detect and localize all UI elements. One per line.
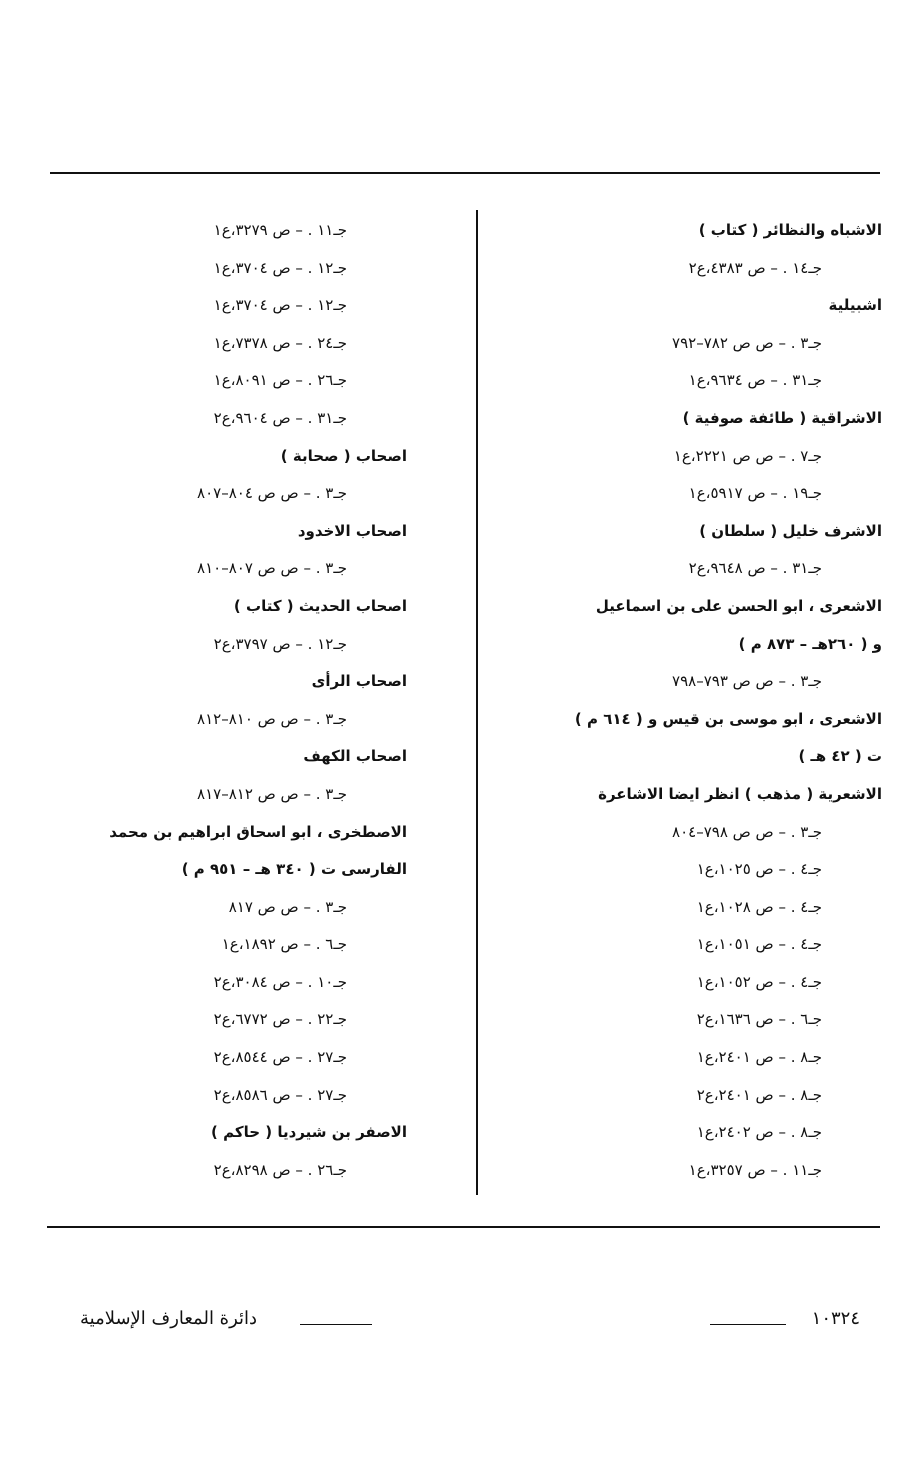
index-reference: جـ٦ . – ص ١٨٩٢،ع١ xyxy=(221,935,347,954)
index-heading: اصحاب الكهف xyxy=(303,747,407,766)
index-heading: الاشعرى ، ابو الحسن على بن اسماعيل xyxy=(595,596,882,615)
index-reference: جـ٣ . – ص ص ٨١٢–٨١٧ xyxy=(197,784,347,803)
index-heading: الاشراقية ( طائفة صوفية ) xyxy=(682,408,882,427)
index-reference: جـ٣١ . – ص ٩٦٠٤،ع٢ xyxy=(213,408,347,427)
index-reference: جـ١٢ . – ص ٣٧٠٤،ع١ xyxy=(213,258,347,277)
index-reference: جـ٢٢ . – ص ٦٧٧٢،ع٢ xyxy=(213,1010,347,1029)
left-column xyxy=(50,212,407,1189)
index-heading: الاشعرى ، ابو موسى بن قيس و ( ٦١٤ م ) xyxy=(574,709,882,728)
index-heading: ت ( ٤٢ هـ ) xyxy=(798,747,882,766)
index-reference: جـ١٩ . – ص ٥٩١٧،ع١ xyxy=(688,484,822,503)
bottom-rule xyxy=(47,1226,880,1228)
page-footer xyxy=(80,1308,860,1342)
index-reference: جـ٣ . – ص ص ٨٠٧–٨١٠ xyxy=(197,559,347,578)
column-divider xyxy=(476,210,478,1195)
top-rule xyxy=(50,172,880,174)
index-reference: جـ٤ . – ص ١٠٢٨،ع١ xyxy=(696,897,822,916)
index-reference: جـ٢٤ . – ص ٧٣٧٨،ع١ xyxy=(213,333,347,352)
index-reference: جـ١٤ . – ص ٤٣٨٣،ع٢ xyxy=(688,258,822,277)
index-heading: اصحاب الرأى xyxy=(311,672,407,691)
index-reference: جـ١١ . – ص ٣٢٧٩،ع١ xyxy=(213,221,347,239)
index-heading: الاشباه والنظائر ( كتاب ) xyxy=(698,221,882,239)
index-heading: اصحاب الاخدود xyxy=(297,521,407,540)
index-reference: جـ٤ . – ص ١٠٥١،ع١ xyxy=(696,935,822,954)
index-heading: الاشعرية ( مذهب ) انظر ايضا الاشاعرة xyxy=(598,784,882,803)
index-reference: جـ٤ . – ص ١٠٥٢،ع١ xyxy=(696,972,822,991)
index-heading: الاشرف خليل ( سلطان ) xyxy=(699,521,882,540)
index-heading: الاصفر بن شيرديا ( حاكم ) xyxy=(211,1123,407,1142)
footer-dash-left xyxy=(300,1324,372,1325)
footer-dash-right xyxy=(710,1324,786,1325)
index-reference: جـ٢٦ . – ص ٨٠٩١،ع١ xyxy=(213,371,347,390)
index-heading: و ( ٢٦٠هـ – ٨٧٣ م ) xyxy=(738,634,882,653)
index-heading: اصحاب الحديث ( كتاب ) xyxy=(233,596,407,615)
index-reference: جـ٢٧ . – ص ٨٥٤٤،ع٢ xyxy=(213,1048,347,1067)
index-reference: جـ٦ . – ص ١٦٣٦،ع٢ xyxy=(696,1010,822,1029)
index-reference: جـ٨ . – ص ٢٤٠٢،ع١ xyxy=(696,1123,822,1142)
index-reference: جـ٣ . – ص ص ٧٩٨–٨٠٤ xyxy=(672,822,822,841)
index-reference: جـ١٠ . – ص ٣٠٨٤،ع٢ xyxy=(213,972,347,991)
index-reference: جـ٨ . – ص ٢٤٠١،ع١ xyxy=(696,1048,822,1067)
index-heading: اشبيلية xyxy=(828,296,882,315)
publication-title: دائرة المعارف الإسلامية xyxy=(80,1308,258,1329)
index-reference: جـ٣١ . – ص ٩٦٣٤،ع١ xyxy=(688,371,822,390)
index-reference: جـ٣ . – ص ص ٨١٠–٨١٢ xyxy=(197,709,347,728)
right-column xyxy=(520,212,882,1189)
page-number: ١٠٣٢٤ xyxy=(811,1308,860,1329)
index-heading: اصحاب ( صحابة ) xyxy=(280,446,407,465)
index-reference: جـ٣ . – ص ص ٧٨٢–٧٩٢ xyxy=(672,333,822,352)
index-reference: جـ١١ . – ص ٣٢٥٧،ع١ xyxy=(688,1160,822,1179)
index-reference: جـ٧ . – ص ص ٢٢٢١،ع١ xyxy=(673,446,822,465)
index-reference: جـ٣ . – ص ص ٧٩٣–٧٩٨ xyxy=(672,672,822,691)
index-reference: جـ٣ . – ص ص ٨١٧ xyxy=(228,897,347,916)
index-heading: الفارسى ت ( ٣٤٠ هـ – ٩٥١ م ) xyxy=(181,860,407,879)
index-reference: جـ٣ . – ص ص ٨٠٤–٨٠٧ xyxy=(197,484,347,503)
index-reference: جـ١٢ . – ص ٣٧٩٧،ع٢ xyxy=(213,634,347,653)
index-reference: جـ٣١ . – ص ٩٦٤٨،ع٢ xyxy=(688,559,822,578)
index-reference: جـ٢٦ . – ص ٨٢٩٨،ع٢ xyxy=(213,1160,347,1179)
index-reference: جـ٢٧ . – ص ٨٥٨٦،ع٢ xyxy=(213,1085,347,1104)
index-heading: الاصطخرى ، ابو اسحاق ابراهيم بن محمد xyxy=(109,822,407,841)
index-reference: جـ١٢ . – ص ٣٧٠٤،ع١ xyxy=(213,296,347,315)
index-reference: جـ٨ . – ص ٢٤٠١،ع٢ xyxy=(696,1085,822,1104)
index-reference: جـ٤ . – ص ١٠٢٥،ع١ xyxy=(696,860,822,879)
